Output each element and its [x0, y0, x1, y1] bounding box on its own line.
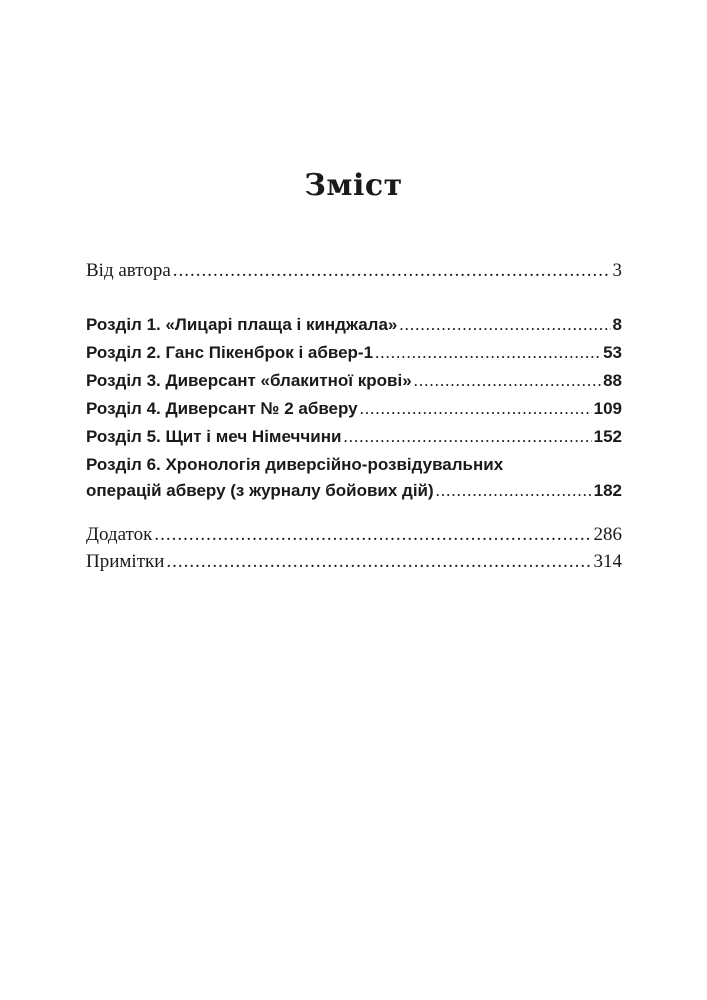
toc-section-intro	[86, 260, 622, 282]
toc-page-number: 88	[603, 371, 622, 390]
toc-page-number: 182	[593, 481, 622, 500]
toc-entry-appendix[interactable]	[86, 524, 622, 551]
toc-entry-label: Розділ 1. «Лицарі плаща і кинджала»	[86, 315, 398, 334]
toc-page-number: 109	[593, 399, 622, 418]
dot-leader	[360, 399, 592, 419]
toc-page-number: 152	[593, 427, 622, 446]
dot-leader	[414, 371, 601, 391]
toc-entry-label: Розділ 4. Диверсант № 2 абверу	[86, 399, 358, 418]
toc-page-number: 8	[612, 315, 622, 334]
dot-leader	[375, 343, 601, 363]
toc-section-chapters	[86, 315, 622, 501]
dot-leader	[166, 551, 591, 573]
dot-leader	[399, 315, 610, 335]
toc-entry-label: Розділ 5. Щит і меч Німеччини	[86, 427, 342, 446]
toc-entry-chapter-2[interactable]	[86, 343, 622, 371]
toc-entry-chapter-6[interactable]	[86, 455, 622, 501]
page-title: Зміст	[304, 168, 403, 203]
toc-entry-label: Від автора	[86, 260, 171, 281]
dot-leader	[436, 481, 592, 501]
toc-entry-label-line1: Розділ 6. Хронологія диверсійно-розвідувальних	[86, 455, 504, 474]
toc-page-number: 53	[603, 343, 622, 362]
toc-entry-label: Розділ 3. Диверсант «блакитної крові»	[86, 371, 412, 390]
dot-leader	[154, 524, 591, 546]
dot-leader	[173, 260, 611, 282]
toc-entry-chapter-4[interactable]	[86, 399, 622, 427]
toc-page-number: 286	[593, 524, 622, 545]
toc-entry-label-line2: операцій абверу (з журналу бойових дій)	[86, 481, 434, 500]
toc-entry-label: Додаток	[86, 524, 153, 545]
toc-entry-chapter-5[interactable]	[86, 427, 622, 455]
toc-page-number: 314	[593, 551, 622, 572]
dot-leader	[343, 427, 591, 447]
toc-page-number: 3	[612, 260, 622, 281]
toc-entry-label: Примітки	[86, 551, 165, 572]
toc-section-back-matter	[86, 524, 622, 573]
toc-entry-from-author[interactable]	[86, 260, 622, 282]
toc-entry-chapter-1[interactable]	[86, 315, 622, 343]
toc-entry-label: Розділ 2. Ганс Пікенброк і абвер-1	[86, 343, 374, 362]
toc-entry-chapter-3[interactable]	[86, 371, 622, 399]
toc-entry-notes[interactable]	[86, 551, 622, 573]
